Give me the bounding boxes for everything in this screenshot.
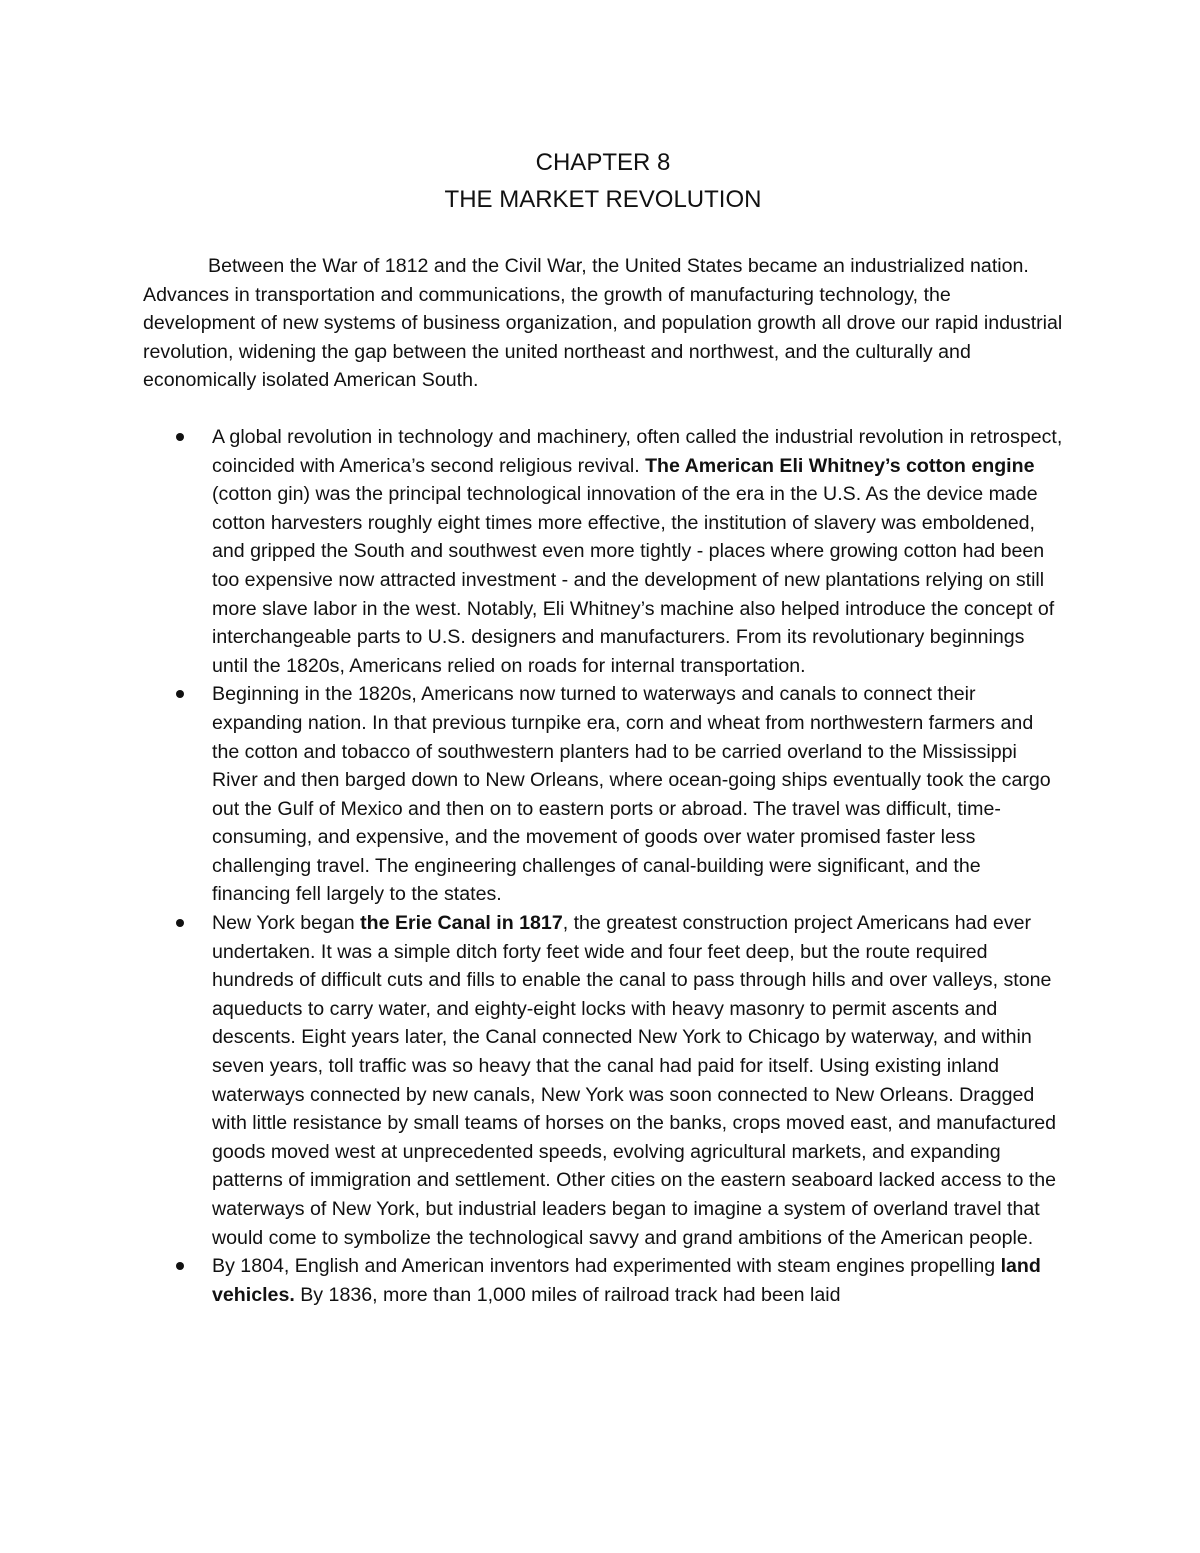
bullet-dot-icon (176, 1262, 184, 1270)
bullet-bold-text: the Erie Canal in 1817 (360, 912, 563, 935)
bullet-bold-text: land vehicles. (212, 1255, 1041, 1306)
bullet-item-railroads (143, 1252, 1063, 1309)
bullet-text: , the greatest construction project Americans had ever undertaken. It was a simple ditch forty feet wide and four feet deep, but the route required hundreds of difficult cuts and fills to enable the canal to pass through hills and over valleys, stone aqueducts to carry water, and eighty-eight locks with heavy masonry to permit ascents and descents. Eight years later, the Canal connected New York to Chicago by waterway, and within seven years, toll traffic was so heavy that the canal had paid for itself. Using existing inland waterways connected by new canals, New York was soon connected to New Orleans. Dragged with little resistance by small teams of horses on the banks, crops moved east, and manufactured goods moved west at unprecedented speeds, evolving agricultural markets, and expanding patterns of immigration and settlement. Other cities on the eastern seaboard lacked access to the waterways of New York, but industrial leaders began to imagine a system of overland travel that would come to symbolize the technological savvy and grand ambitions of the American people. (212, 912, 1057, 1249)
bullet-text: A global revolution in technology and machinery, often called the industrial revolution in retrospect, coincided with America’s second religious revival. (212, 425, 1063, 477)
bullet-dot-icon (176, 919, 184, 927)
bullet-bold-text: The American Eli Whitney’s cotton engine (645, 454, 1035, 477)
chapter-title (143, 144, 1063, 218)
bullet-text: (cotton gin) was the principal technological innovation of the era in the U.S. As the device made cotton harvesters roughly eight times more effective, the institution of slavery was emboldened, and gripped the South and southwest even more tightly - places where growing cotton had been too expensive now attracted investment - and the development of new plantations relying on still more slave labor in the west. Notably, Eli Whitney’s machine also helped introduce the concept of interchangeable parts to U.S. designers and manufacturers. From its revolutionary beginnings until the 1820s, Americans relied on roads for internal transportation. (212, 483, 1055, 677)
chapter-number: CHAPTER 8 (535, 149, 671, 176)
bullet-text: By 1804, English and American inventors had experimented with steam engines propelling (212, 1255, 1001, 1278)
bullet-dot-icon (176, 690, 184, 698)
bullet-list (143, 423, 1063, 1309)
bullet-item-cotton-gin (143, 423, 1063, 680)
bullet-text: By 1836, more than 1,000 miles of railroad track had been laid (294, 1283, 841, 1306)
document-page (143, 144, 1063, 1309)
bullet-dot-icon (176, 433, 184, 441)
bullet-text: New York began (212, 912, 361, 935)
bullet-item-canals (143, 680, 1063, 909)
bullet-item-erie-canal (143, 909, 1063, 1252)
chapter-name: THE MARKET REVOLUTION (444, 186, 762, 213)
intro-paragraph: Between the War of 1812 and the Civil War, the United States became an industrialized nation. Advances in transportation and communications, the growth of manufacturing technology, the development of new systems of business organization, and population growth all drove our rapid industrial revolution, widening the gap between the united northeast and northwest, and the culturally and economically isolated American South. (143, 255, 1063, 392)
bullet-text: Beginning in the 1820s, Americans now turned to waterways and canals to connect their expanding nation. In that previous turnpike era, corn and wheat from northwestern farmers and the cotton and tobacco of southwestern planters had to be carried overland to the Mississippi River and then barged down to New Orleans, where ocean-going ships eventually took the cargo out the Gulf of Mexico and then on to eastern ports or abroad. The travel was difficult, time-consuming, and expensive, and the movement of goods over water promised faster less challenging travel. The engineering challenges of canal-building were significant, and the financing fell largely to the states. (212, 683, 1051, 906)
